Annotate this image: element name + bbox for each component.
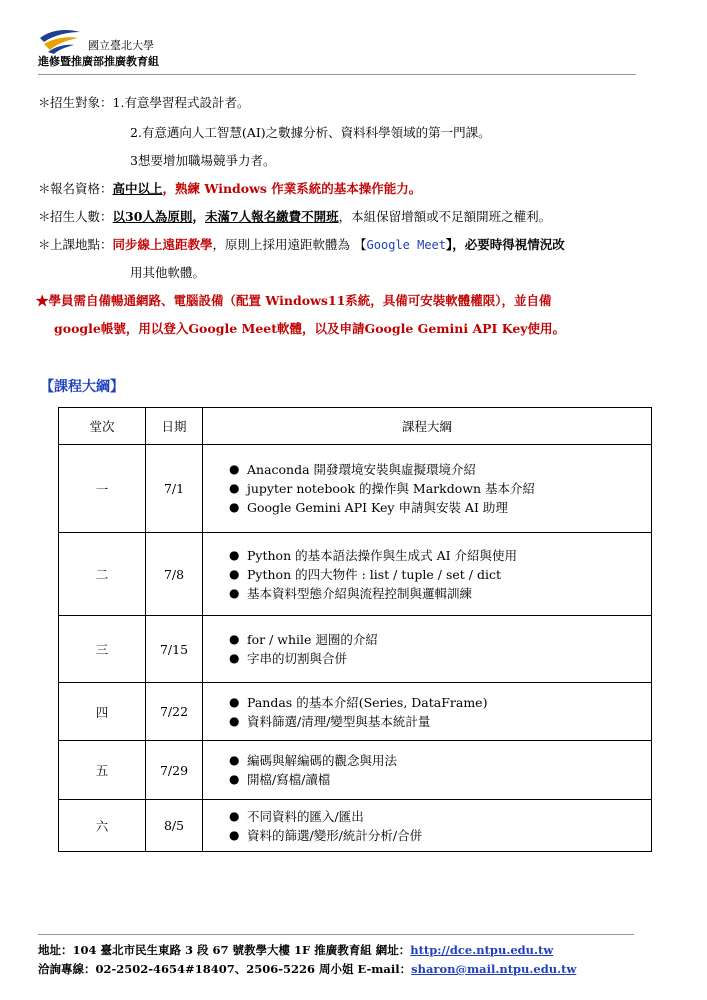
- footer-address: [38, 942, 553, 958]
- session-number: 一: [59, 445, 146, 533]
- table-row: [59, 800, 652, 852]
- session-date: 7/1: [146, 445, 203, 533]
- website-link[interactable]: http://dce.ntpu.edu.tw: [410, 943, 554, 957]
- list-item: ● Python 的基本語法操作與生成式 AI 介紹與使用: [229, 546, 651, 565]
- session-topics: [203, 533, 652, 616]
- enrollment-label: 招生人數：: [50, 209, 113, 224]
- department-name: 進修暨推廣部推廣教育組: [38, 55, 159, 68]
- footer-divider: [38, 934, 634, 935]
- qualification-level: 高中以上: [112, 181, 163, 196]
- session-date: 7/8: [146, 533, 203, 616]
- table-row: [59, 741, 652, 800]
- table-row: [59, 616, 652, 683]
- session-topics: [203, 683, 652, 741]
- session-topics: [203, 445, 652, 533]
- list-item: ● 基本資料型態介紹與流程控制與邏輯訓練: [229, 584, 651, 603]
- table-row: [59, 445, 652, 533]
- list-item: ● Anaconda 開發環境安裝與虛擬環境介紹: [229, 460, 651, 479]
- header-outline: 課程大綱: [203, 408, 652, 445]
- bullet-icon: ＊: [38, 181, 51, 196]
- address-text: 地址：104 臺北市民生東路 3 段 67 號教學大樓 1F 推廣教育組 網址：: [38, 943, 411, 957]
- header-date: 日期: [146, 408, 203, 445]
- session-number: 二: [59, 533, 146, 616]
- location-line: ＊上課地點：同步線上遠距教學，原則上採用遠距軟體為 【Google Meet】，必要時得視情況改: [38, 237, 565, 252]
- table-header-row: [59, 408, 652, 445]
- session-date: 8/5: [146, 800, 203, 852]
- list-item: ● 資料的篩選/變形/統計分析/合併: [229, 826, 651, 845]
- session-number: 三: [59, 616, 146, 683]
- list-item: ● for / while 迴圈的介紹: [229, 630, 651, 649]
- session-topics: [203, 616, 652, 683]
- page-header: [38, 26, 670, 74]
- target-item-2: 2.有意邁向人工智慧(AI)之數據分析、資料科學領域的第一門課。: [130, 125, 491, 140]
- course-outline-table: [58, 407, 652, 852]
- location-label: 上課地點：: [50, 237, 113, 252]
- contact-text: 洽詢專線：02-2502-4654#18407、2506-5226 周小姐 E-mail：: [38, 962, 412, 976]
- session-date: 7/15: [146, 616, 203, 683]
- session-topics: [203, 741, 652, 800]
- location-software: Google Meet: [366, 238, 446, 252]
- notice-line-1: ★學員需自備暢通網路、電腦設備（配置 Windows11系統，具備可安裝軟體權限），並自備: [36, 293, 552, 308]
- table-row: [59, 533, 652, 616]
- target-label: 招生對象：: [50, 95, 113, 110]
- list-item: ● 不同資料的匯入/匯出: [229, 807, 651, 826]
- bullet-icon: ＊: [38, 209, 51, 224]
- footer-contact: [38, 961, 576, 977]
- section-title: 【課程大綱】: [40, 379, 124, 395]
- location-mode: 同步線上遠距教學: [112, 237, 213, 252]
- session-number: 四: [59, 683, 146, 741]
- session-number: 五: [59, 741, 146, 800]
- university-name: 國立臺北大學: [88, 39, 154, 52]
- session-number: 六: [59, 800, 146, 852]
- target-item-1: 1.有意學習程式設計者。: [112, 95, 250, 110]
- university-logo-icon: [38, 26, 82, 56]
- enrollment-note: ，本組保留增額或不足額開班之權利。: [338, 209, 552, 224]
- session-date: 7/22: [146, 683, 203, 741]
- list-item: ● Pandas 的基本介紹(Series, DataFrame): [229, 693, 651, 712]
- list-item: ● 開檔/寫檔/讀檔: [229, 770, 651, 789]
- location-line-2: 用其他軟體。: [130, 265, 206, 280]
- list-item: ● 字串的切割與合併: [229, 649, 651, 668]
- target-item-3: 3想要增加職場競爭力者。: [130, 153, 276, 168]
- header-session: 堂次: [59, 408, 146, 445]
- target-line-1: [38, 95, 678, 111]
- qualification-skill: ，熟練 Windows 作業系統的基本操作能力。: [162, 181, 422, 196]
- session-topics: [203, 800, 652, 852]
- bullet-icon: ＊: [38, 237, 51, 252]
- list-item: ● 資料篩選/清理/變型與基本統計量: [229, 712, 651, 731]
- list-item: ● 編碼與解編碼的觀念與用法: [229, 751, 651, 770]
- enrollment-minimum: 未滿7人報名繳費不開班: [204, 209, 339, 224]
- list-item: ● jupyter notebook 的操作與 Markdown 基本介紹: [229, 479, 651, 498]
- qualification-label: 報名資格：: [50, 181, 113, 196]
- enrollment-principle: 以30人為原則: [112, 209, 193, 224]
- notice-line-2: google帳號，用以登入Google Meet軟體，以及申請Google Gemini API Key使用。: [54, 321, 566, 336]
- header-divider: [38, 74, 636, 75]
- enrollment-line: ＊招生人數：以30人為原則，未滿7人報名繳費不開班，本組保留增額或不足額開班之權利。: [38, 209, 552, 224]
- qualification-line: [38, 181, 678, 197]
- table-row: [59, 683, 652, 741]
- email-link[interactable]: sharon@mail.ntpu.edu.tw: [411, 962, 577, 976]
- session-date: 7/29: [146, 741, 203, 800]
- list-item: ● Google Gemini API Key 申請與安裝 AI 助理: [229, 498, 651, 517]
- bullet-icon: ＊: [38, 95, 51, 110]
- list-item: ● Python 的四大物件 : list / tuple / set / dict: [229, 565, 651, 584]
